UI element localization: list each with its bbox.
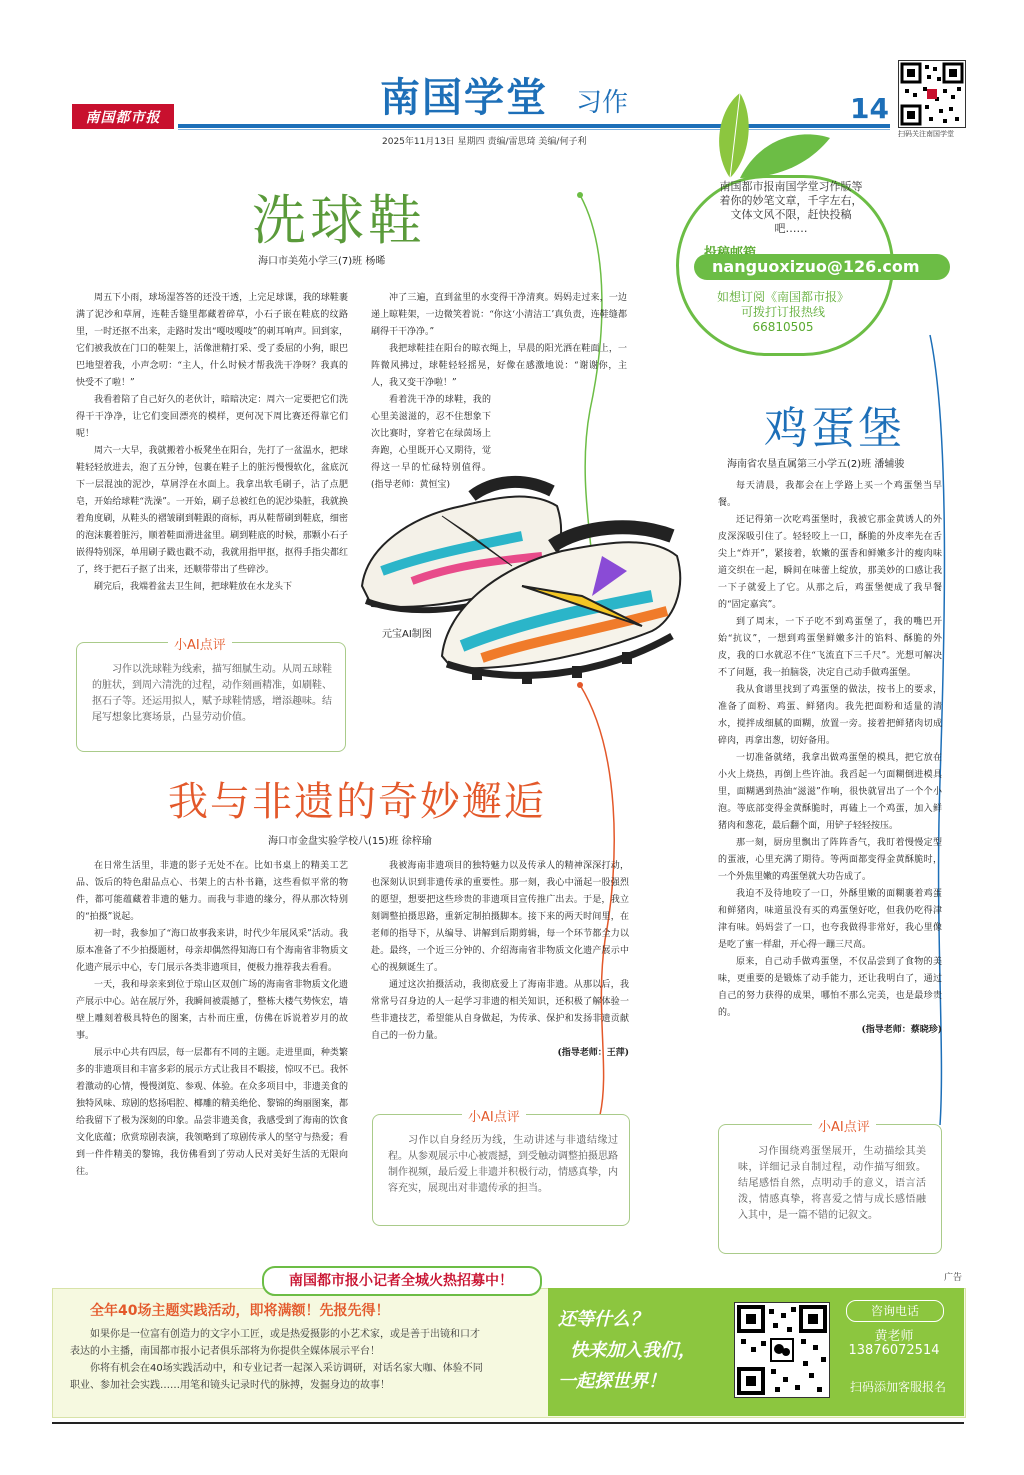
page-number: 14: [850, 92, 889, 125]
article-body-col1: [76, 290, 348, 596]
article-author: 海口市美苑小学三(7)班 杨晞: [258, 256, 386, 267]
subscribe-text: 如想订阅《南国都市报》可拨打订报热线: [716, 290, 849, 319]
article-title-egg-burger: 鸡蛋堡: [764, 403, 905, 454]
newspaper-logo: 南国都市报: [72, 104, 174, 129]
ai-comment-text: 习作以自身经历为线，生动讲述与非遗结缘过程。从参观展示中心被震撼，到受触动调整拍摄思路制作视频，最后爱上非遗并积极行动，情感真挚，内容充实，展现出对非遗传承的担当。: [388, 1135, 618, 1194]
ai-comment-heading: 小AI点评: [462, 1106, 526, 1125]
submission-email-link[interactable]: nanguoxizuo@126.com: [712, 257, 920, 276]
image-caption: 元宝AI制图: [382, 629, 432, 640]
ad-paragraph: 如果你是一位富有创造力的文字小工匠，或是热爱摄影的小艺术家，或是善于出镜和口才表达的小主播，南国都市报小记者俱乐部将为你提供全媒体展示平台！: [70, 1329, 480, 1357]
paragraph: 到了周末，一下子吃不到鸡蛋堡了，我的嘴巴开始“抗议”，一想到鸡蛋堡鲜嫩多汁的馅料、酥脆的外皮，我的口水就忍不住“飞流直下三千尺”。光想可解决不了问题，我一拍脑袋，决定自己动手做鸡蛋堡。: [718, 617, 942, 678]
ai-comment-text: 习作以洗球鞋为线索，描写细腻生动。从周五球鞋的脏状，到周六清洗的过程，动作刻画精准，如刷鞋、抠石子等。还运用拟人，赋予球鞋情感，增添趣味。结尾写想象比赛场景，凸显劳动价值。: [92, 664, 332, 723]
bottom-rule: [52, 1422, 964, 1424]
article-author: 海口市金盘实验学校八(15)班 徐梓瑜: [268, 836, 432, 847]
section-title: 南国学堂: [380, 75, 548, 121]
ad-slogan: [558, 1304, 728, 1397]
ad-banner-text: 南国都市报小记者全城火热招募中！: [289, 1273, 513, 1289]
paragraph: 刷完后，我端着盆去卫生间，把球鞋放在水龙头下: [94, 582, 293, 592]
paragraph: 那一刻，厨房里飘出了阵阵香气，我盯着慢慢定型的蛋液，心里充满了期待。等两面都变得金黄酥脆时，一个外焦里嫩的鸡蛋堡就大功告成了。: [718, 838, 942, 882]
paragraph: 周六一大早，我就搬着小板凳坐在阳台，先打了一盆温水，把球鞋轻轻放进去，泡了五分钟，包裹在鞋子上的脏污慢慢软化，盆底沉下一层混浊的泥沙，草屑浮在水面上。我拿出软毛刷子，沾了点肥皂，开始给球鞋“洗澡”。一开始，刷子总被红色的泥沙染脏，我就换着角度刷，从鞋头的褶皱刷到鞋跟的商标，再从鞋帮刷到鞋底，细密的泡沫裹着脏污，顺着鞋面滑进盆里。刷到鞋底的时候，那颗小石子嵌得特别深，单用刷子戳也戳不动，我就用指甲抠，抠得手指尖都红了，终于把石子抠了出来，还顺带带出了些碎沙。: [76, 446, 348, 575]
slogan-line: 还等什么？: [558, 1309, 648, 1330]
ad-paragraph: 你将有机会在40场实践活动中，和专业记者一起深入采访调研，对话名家大咖、体验不同职业、参加社会实践……用笔和镜头记录时代的脉搏，发掘身边的故事！: [70, 1363, 483, 1391]
contact-name: 黄老师: [874, 1329, 914, 1344]
paragraph: 初一时，我参加了“海口故事我来讲，时代少年展风采”活动。我原本准备了不少拍摄题材，母亲却偶然得知海口有个海南省非物质文化遗产展示中心，专门展示各类非遗项目，便极力推荐我去看看。: [76, 929, 348, 973]
promo-text: 南国都市报南国学堂习作版等着你的妙笔文章，千字左右，文体文风不限，赶快投稿吧……: [719, 180, 863, 235]
paragraph: 冲了三遍，直到盆里的水变得干净清爽。妈妈走过来，一边递上晾鞋架，一边微笑着说：“你这‘小清洁工’真负责，连鞋缝都刷得干干净净。”: [371, 293, 627, 337]
date-line: 2025年11月13日 星期四 责编/雷思琦 美编/何子利: [382, 137, 587, 147]
article-body: [718, 478, 942, 1039]
paragraph: 原来，自己动手做鸡蛋堡，不仅品尝到了食物的美味，更重要的是锻炼了动手能力，还让我明白了，通过自己的努力获得的成果，哪怕不那么完美，也是最珍贵的。: [718, 957, 942, 1018]
paragraph: 展示中心共有四层，每一层都有不同的主题。走进里面，种类繁多的非遗项目和丰富多彩的展示方式让我目不暇接，惊叹不已。我怀着激动的心情，慢慢浏览、参观、体验。在众多项目中，非遗美食的独特风味、琼剧的悠扬唱腔、椰雕的精美绝伦、黎锦的绚丽图案，都给我留下了极为深刻的印象。品尝非遗美食，我感受到了海南的饮食文化底蕴；欣赏琼剧表演，我领略到了琼剧传承人的坚守与热爱；看到一件件精美的黎锦，我仿佛看到了劳动人民对美好生活的无限向往。: [76, 1048, 348, 1177]
slogan-line: 快来加入我们，: [570, 1340, 696, 1361]
contact-phone[interactable]: 13876072514: [848, 1343, 940, 1358]
scan-signup-text: 扫码添加客服报名: [849, 1380, 946, 1394]
ad-label: 广告: [944, 1273, 963, 1283]
paragraph: 我从食谱里找到了鸡蛋堡的做法，按书上的要求，准备了面粉、鸡蛋、鲜猪肉。我先把面粉和适量的清水，搅拌成细腻的面糊，放置一旁。接着把鲜猪肉切成碎肉，再拿出葱，切好备用。: [718, 685, 942, 746]
article-author: 海南省农垦直属第三小学五(2)班 潘辅骏: [727, 459, 905, 470]
slogan-line: 一起探世界！: [558, 1371, 666, 1392]
paragraph: 一切准备就绪，我拿出做鸡蛋堡的模具，把它放在小火上烧热，再倒上些许油。我舀起一勺面糊倒进模具里，面糊遇到热油“滋滋”作响，很快就冒出了一个个小泡。等底部变得金黄酥脆时，再磕上一个鸡蛋，加入鲜猪肉和葱花，最后翻个面，用铲子轻轻按压。: [718, 753, 942, 831]
ad-body: [70, 1326, 488, 1394]
paragraph: 每天清晨，我都会在上学路上买一个鸡蛋堡当早餐。: [718, 481, 942, 508]
leaf-decoration-icon: [700, 88, 850, 183]
paragraph: 通过这次拍摄活动，我彻底爱上了海南非遗。从那以后，我常常号召身边的人一起学习非遗的相关知识，还积极了解体验一些非遗技艺，希望能从自身做起，为传承、保护和发扬非遗贡献自己的一份力量。: [371, 980, 629, 1041]
paragraph: 我迫不及待地咬了一口，外酥里嫩的面糊裹着鸡蛋和鲜猪肉，味道虽没有买的鸡蛋堡好吃，但我仍吃得津津有味。妈妈尝了一口，也夸我做得非常好，我心里像是吃了蜜一样甜，开心得一蹦三尺高。: [718, 889, 942, 950]
paragraph: 一天，我和母亲来到位于琼山区双创广场的海南省非物质文化遗产展示中心。站在展厅外，我瞬间被震撼了，整栋大楼气势恢宏，墙壁上雕刻着极具特色的图案，古朴而庄重，仿佛在诉说着岁月的故事。: [76, 980, 348, 1041]
teacher-credit: (指导老师：蔡晓珍): [861, 1025, 942, 1035]
paragraph: 在日常生活里，非遗的影子无处不在。比如书桌上的精美工艺品、饭后的特色甜品点心、书架上的古朴书籍，这些看似平常的物件，都可能蕴藏着非遗的魅力。而我与非遗的缘分，得从那次特别的“拍摄”说起。: [76, 861, 348, 922]
article-title-wash-shoes: 洗球鞋: [252, 189, 426, 252]
sneaker-illustration: [352, 396, 692, 692]
promo-subscribe: [716, 290, 850, 335]
ai-comment-text: 习作围绕鸡蛋堡展开，生动描绘其美味，详细记录自制过程，动作描写细致。结尾感悟自然，点明动手的意义，语言活泼，情感真挚，将喜爱之情与成长感悟融入其中，是一篇不错的记叙文。: [738, 1146, 926, 1221]
hotline-number[interactable]: 66810505: [752, 320, 814, 334]
ai-comment-heading: 小AI点评: [168, 634, 232, 653]
article-body-col2: [371, 858, 629, 1062]
ad-headline: 全年40场主题实践活动，即将满额！先报先得！: [90, 1303, 390, 1319]
paragraph: 我被海南非遗项目的独特魅力以及传承人的精神深深打动，也深刻认识到非遗传承的重要性。那一刻，我心中涌起一股强烈的愿望，想要把这些珍贵的非遗项目宣传推广出去。于是，我立刻调整拍摄思路，重新定制拍摄脚本。接下来的两天时间里，在老师的指导下，从编导、讲解到后期剪辑，每一个环节都全力以赴。最终，一个近三分钟的、介绍海南省非物质文化遗产展示中心的视频诞生了。: [371, 861, 629, 973]
paragraph: 我看着陪了自己好久的老伙计，暗暗决定：周六一定要把它们洗得干干净净，让它们变回漂亮的模样，更何况下周比赛还得靠它们呢！: [76, 395, 348, 439]
teacher-credit: (指导老师：王萍): [557, 1048, 629, 1058]
ai-comment-heading: 小AI点评: [812, 1116, 876, 1135]
qr-code-icon[interactable]: [898, 60, 966, 128]
wechat-qr-code-icon[interactable]: [734, 1302, 830, 1398]
section-subtitle: 习作: [576, 88, 629, 118]
paragraph: 看着洗干净的球鞋，我的心里美滋滋的，忍不住想象下次比赛时，穿着它在绿茵场上奔跑，心里既开心又期待，觉得这一早的忙碌特别值得。(指导老师：黄恒宝): [371, 395, 491, 490]
article-body-col1: [76, 858, 348, 1181]
article-title-intangible-heritage: 我与非遗的奇妙邂逅: [168, 779, 546, 825]
paragraph: 我把球鞋挂在阳台的晾衣绳上，早晨的阳光洒在鞋面上，一阵微风拂过，球鞋轻轻摇晃，好像在感激地说：“谢谢你，主人，我又变干净啦！”: [371, 344, 627, 388]
paragraph: 还记得第一次吃鸡蛋堡时，我被它那金黄诱人的外皮深深吸引住了。轻轻咬上一口，酥脆的外皮率先在舌尖上“炸开”，紧接着，软嫩的蛋香和鲜嫩多汁的瘦肉味道交织在一起，瞬间在味蕾上绽放，那美妙的口感让我一下子就爱上了它。从那之后，鸡蛋堡便成了我早餐的“固定嘉宾”。: [718, 515, 942, 610]
qr-caption: 扫码关注南国学堂: [898, 130, 954, 138]
consult-phone-label: 咨询电话: [846, 1300, 944, 1322]
paragraph: 周五下小雨，球场湿答答的还没干透，上完足球课，我的球鞋裹满了泥沙和草屑，连鞋舌缝里都藏着碎草，小石子嵌在鞋底的纹路里，一时还抠不出来，走路时发出“嘎吱嘎吱”的刺耳响声。回到家，它们被我放在门口的鞋架上，活像泄精打采、受了委屈的小狗，眼巴巴地望着我，小声念叨：“主人，什么时候才帮我洗干净呀？我真的快受不了啦！”: [76, 293, 348, 388]
